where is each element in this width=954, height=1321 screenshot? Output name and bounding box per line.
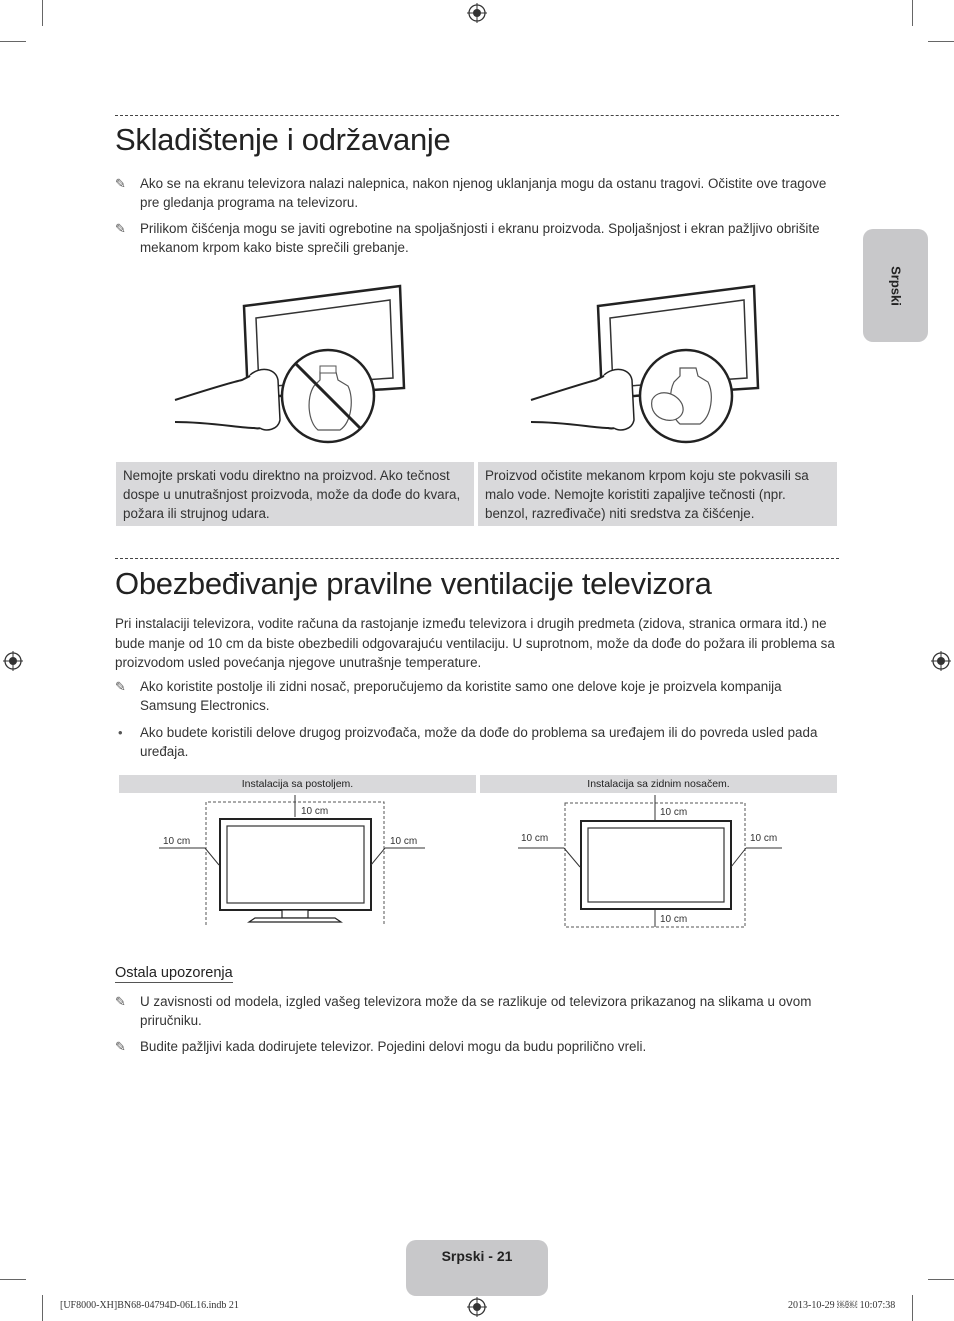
registration-mark-icon	[3, 651, 23, 671]
crop-mark	[928, 1279, 954, 1280]
note-text: U zavisnosti od modela, izgled vašeg televizora može da se razlikuje od televizora prikazanog na slikama u ovom priručniku.	[140, 994, 812, 1028]
stand-left-clearance: 10 cm	[163, 836, 191, 847]
note-text: Ako koristite postolje ili zidni nosač, preporučujemo da koristite samo one delove koje je proizvela kompanija Samsung Electronics.	[140, 679, 782, 713]
ventilation-intro: Pri instalaciji televizora, vodite računa da rastojanje između televizora i drugih predmeta (zidova, stranica ormara itd.) ne bude manje od 10 cm da biste obezbedili odgovarajuću ventilaciju. U suprotnom, može da dođe do požara ili problema sa proizvodom usled povećanja njegove unutrašnje temperature.	[115, 616, 835, 670]
note-pencil-icon: ✎	[115, 994, 126, 1009]
spray-cloth-illustration	[526, 280, 766, 450]
caption-cleaning: Proizvod očistite mekanom krpom koju ste pokvasili sa malo vode. Nemojte koristiti zapaljive tečnosti (npr. benzol, razređivače) niti sredstva za čišćenje.	[478, 462, 837, 526]
stand-installation-diagram	[119, 795, 476, 935]
spray-cloth-icon	[640, 350, 732, 442]
note-item	[115, 677, 839, 715]
no-spray-illustration	[170, 280, 410, 450]
footer-timestamp: 2013-10-29 ￼￼ 10:07:38	[788, 1300, 896, 1311]
section-title-other-warnings: Ostala upozorenja	[115, 965, 233, 981]
crop-mark	[42, 1295, 43, 1321]
wall-left-clearance: 10 cm	[521, 833, 549, 844]
footer-filename: [UF8000-XH]BN68-04794D-06L16.indb 21	[60, 1300, 239, 1311]
wall-top-clearance: 10 cm	[660, 807, 688, 818]
wall-bottom-clearance: 10 cm	[660, 914, 688, 925]
stand-diagram-title: Instalacija sa postoljem.	[119, 775, 476, 793]
caption-no-spray: Nemojte prskati vodu direktno na proizvod. Ako tečnost dospe u unutrašnjost proizvoda, može da dođe do kvara, požara ili strujnog udara.	[116, 462, 474, 526]
wall-diagram-title: Instalacija sa zidnim nosačem.	[480, 775, 837, 793]
note-text: Ako se na ekranu televizora nalazi nalepnica, nakon njenog uklanjanja mogu da ostanu tragovi. Očistite ove tragove pre gledanja programa na televizoru.	[140, 176, 827, 210]
wall-installation-diagram	[480, 795, 837, 935]
bullet-item	[115, 723, 839, 761]
registration-mark-icon	[467, 3, 487, 23]
note-pencil-icon: ✎	[115, 1039, 126, 1054]
stand-top-clearance: 10 cm	[301, 806, 329, 817]
crop-mark	[928, 41, 954, 42]
note-text: Budite pažljivi kada dodirujete televizor. Pojedini delovi mogu da budu poprilično vreli.	[140, 1039, 647, 1054]
page-number-tab	[406, 1240, 548, 1296]
stand-right-clearance: 10 cm	[390, 836, 418, 847]
crop-mark	[42, 0, 43, 26]
note-item	[115, 1037, 839, 1056]
note-pencil-icon: ✎	[115, 221, 126, 236]
crop-mark	[0, 1279, 26, 1280]
language-side-tab-label: Srpski	[888, 265, 903, 306]
wall-right-clearance: 10 cm	[750, 833, 778, 844]
page-number: Srpski - 21	[441, 1248, 513, 1264]
note-item	[115, 174, 839, 212]
bullet-icon: •	[118, 725, 123, 740]
section-title-storage: Skladištenje i održavanje	[115, 122, 451, 157]
bullet-text: Ako budete koristili delove drugog proizvođača, može da dođe do problema sa uređajem ili do povreda usled pada uređaja.	[140, 725, 818, 759]
note-pencil-icon: ✎	[115, 679, 126, 694]
section-title-ventilation: Obezbeđivanje pravilne ventilacije televizora	[115, 566, 712, 601]
note-pencil-icon: ✎	[115, 176, 126, 191]
crop-mark	[0, 41, 26, 42]
crop-mark	[912, 1295, 913, 1321]
section-divider	[115, 115, 839, 116]
crop-mark	[912, 0, 913, 26]
no-spray-icon	[282, 350, 374, 442]
registration-mark-icon	[931, 651, 951, 671]
language-side-tab	[863, 229, 928, 342]
note-item	[115, 219, 839, 257]
note-text: Prilikom čišćenja mogu se javiti ogrebotine na spoljašnjosti i ekranu proizvoda. Spoljašnjost i ekran pažljivo obrišite mekanom krpom kako biste sprečili grebanje.	[140, 221, 820, 255]
section-divider	[115, 558, 839, 559]
note-item	[115, 992, 839, 1030]
registration-mark-icon	[467, 1297, 487, 1317]
